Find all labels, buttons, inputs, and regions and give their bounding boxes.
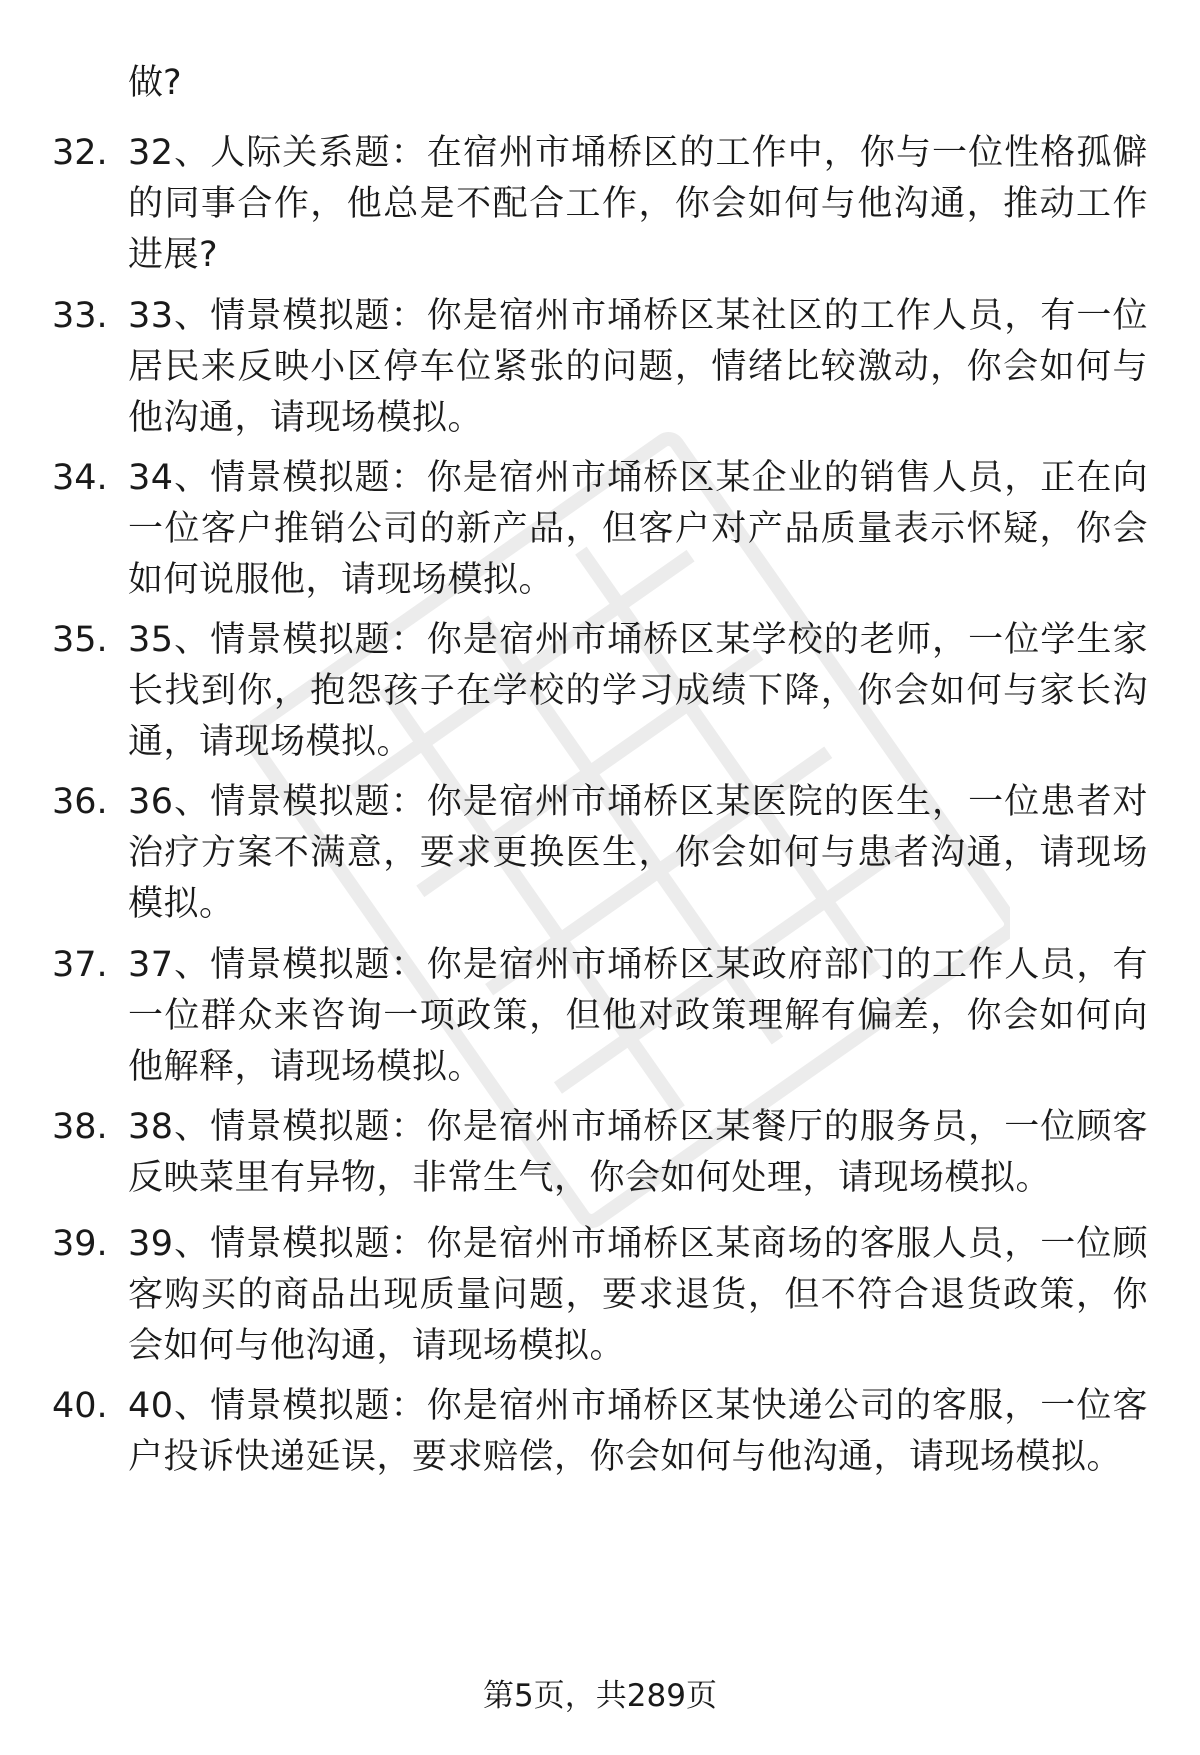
question-text: 35、情景模拟题：你是宿州市埇桥区某学校的老师，一位学生家长找到你，抱怨孩子在学校的学习成绩下降，你会如何与家长沟通，请现场模拟。 xyxy=(128,620,1148,762)
question-number: 36. xyxy=(52,782,108,822)
continuation-text: 做? xyxy=(128,63,182,103)
question-text: 37、情景模拟题：你是宿州市埇桥区某政府部门的工作人员，有一位群众来咨询一项政策，但他对政策理解有偏差，你会如何向他解释，请现场模拟。 xyxy=(128,945,1148,1087)
question-number: 35. xyxy=(52,620,108,660)
question-text: 34、情景模拟题：你是宿州市埇桥区某企业的销售人员，正在向一位客户推销公司的新产品，但客户对产品质量表示怀疑，你会如何说服他，请现场模拟。 xyxy=(128,458,1148,600)
question-number: 39. xyxy=(52,1224,108,1264)
question-text: 39、情景模拟题：你是宿州市埇桥区某商场的客服人员，一位顾客购买的商品出现质量问题，要求退货，但不符合退货政策，你会如何与他沟通，请现场模拟。 xyxy=(128,1224,1148,1366)
question-text: 36、情景模拟题：你是宿州市埇桥区某医院的医生，一位患者对治疗方案不满意，要求更换医生，你会如何与患者沟通，请现场模拟。 xyxy=(128,782,1148,924)
question-text: 33、情景模拟题：你是宿州市埇桥区某社区的工作人员，有一位居民来反映小区停车位紧张的问题，情绪比较激动，你会如何与他沟通，请现场模拟。 xyxy=(128,296,1148,438)
question-number: 33. xyxy=(52,296,108,336)
question-number: 34. xyxy=(52,458,108,498)
question-text: 38、情景模拟题：你是宿州市埇桥区某餐厅的服务员，一位顾客反映菜里有异物，非常生气，你会如何处理，请现场模拟。 xyxy=(128,1107,1148,1198)
page-footer: 第5页，共289页 xyxy=(483,1678,717,1714)
question-text: 32、人际关系题：在宿州市埇桥区的工作中，你与一位性格孤僻的同事合作，他总是不配合工作，你会如何与他沟通，推动工作进展? xyxy=(128,133,1148,275)
question-text: 40、情景模拟题：你是宿州市埇桥区某快递公司的客服，一位客户投诉快递延误，要求赔偿，你会如何与他沟通，请现场模拟。 xyxy=(128,1386,1148,1477)
question-number: 32. xyxy=(52,133,108,173)
question-number: 37. xyxy=(52,945,108,985)
question-number: 38. xyxy=(52,1107,108,1147)
question-number: 40. xyxy=(52,1386,108,1426)
